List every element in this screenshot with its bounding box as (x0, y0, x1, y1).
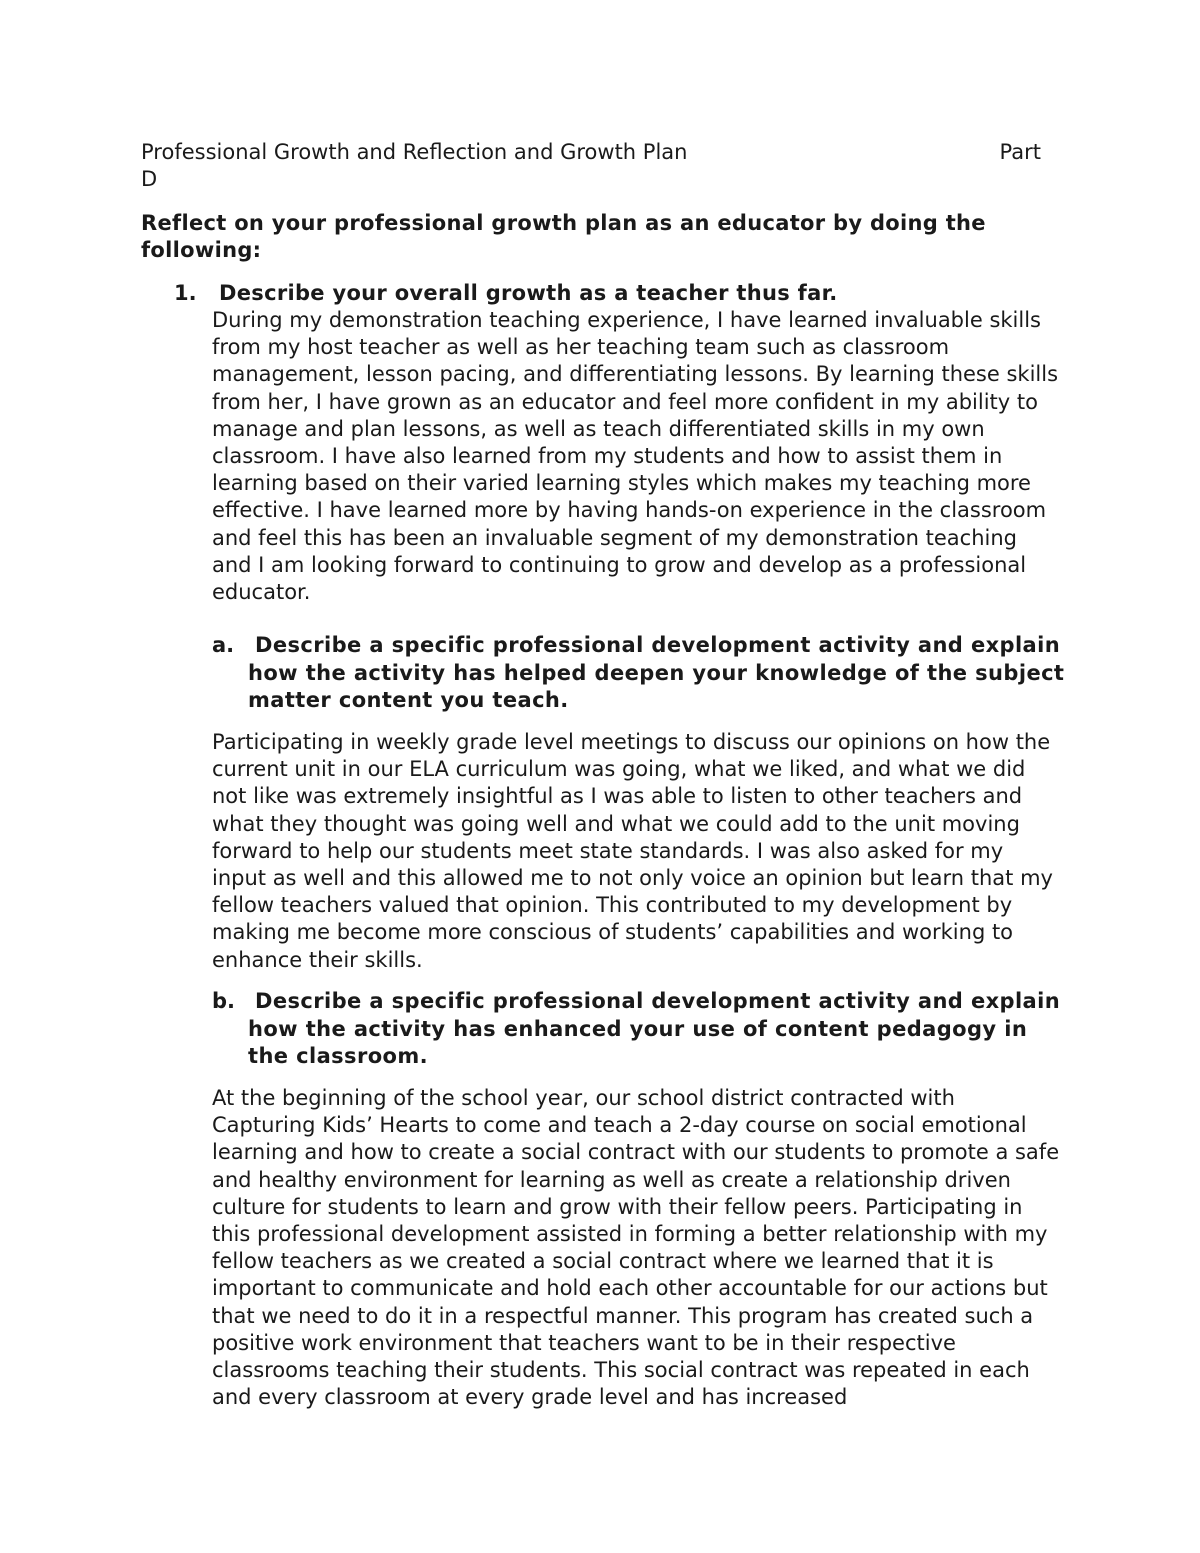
question-a-heading-text: Describe a specific professional development activity and explain how the activity has helped deepen your knowledge of the subject matter content you teach. (248, 633, 1065, 712)
title-part: Part (999, 140, 1041, 164)
intro-instructions: Reflect on your professional growth plan as an educator by doing the following: (141, 211, 986, 262)
question-b-answer: At the beginning of the school year, our school district contracted with Capturing Kids’ Hearts to come and teach a 2-day course on social emotional learning and how to create a social contract with our students to promote a safe and healthy environment for learning as well as create a relationship driven culture for students to learn and grow with their fellow peers. Participating in this professional development assisted in forming a better relationship with my fellow teachers as we created a social contract where we learned that it is important to communicate and hold each other accountable for our actions but that we need to do it in a respectful manner. This program has created such a positive work environment that teachers want to be in their respective classrooms teaching their students. This social contract was repeated in each and every classroom at every grade level and has increased (212, 1086, 1060, 1410)
question-1-answer: During my demonstration teaching experience, I have learned invaluable skills from my host teacher as well as her teaching team such as classroom management, lesson pacing, and differentiating lessons. By learning these skills from her, I have grown as an educator and feel more confident in my ability to manage and plan lessons, as well as teach differentiated skills in my own classroom. I have also learned from my students and how to assist them in learning based on their varied learning styles which makes my teaching more effective. I have learned more by having hands-on experience in the classroom and feel this has been an invaluable segment of my demonstration teaching and I am looking forward to continuing to grow and develop as a professional educator. (212, 308, 1059, 605)
question-a-letter: a. (212, 633, 235, 657)
document-title (141, 139, 1041, 193)
title-main: Professional Growth and Reflection and Growth Plan (141, 140, 688, 164)
question-a-heading (248, 632, 1068, 715)
question-b-letter: b. (212, 989, 236, 1013)
question-b-heading (248, 988, 1068, 1071)
question-a-answer: Participating in weekly grade level meetings to discuss our opinions on how the current unit in our ELA curriculum was going, what we liked, and what we did not like was extremely insightful as I was able to listen to other teachers and what they thought was going well and what we could add to the unit moving forward to help our students meet state standards. I was also asked for my input as well and this allowed me to not only voice an opinion but learn that my fellow teachers valued that opinion. This contributed to my development by making me become more conscious of students’ capabilities and working to enhance their skills. (212, 730, 1053, 972)
question-b-heading-text: Describe a specific professional development activity and explain how the activity has enhanced your use of content pedagogy in the classroom. (248, 989, 1061, 1068)
title-part-letter: D (141, 167, 158, 191)
question-1-heading: Describe your overall growth as a teacher thus far. (219, 281, 838, 305)
question-1-number: 1. (174, 281, 197, 305)
